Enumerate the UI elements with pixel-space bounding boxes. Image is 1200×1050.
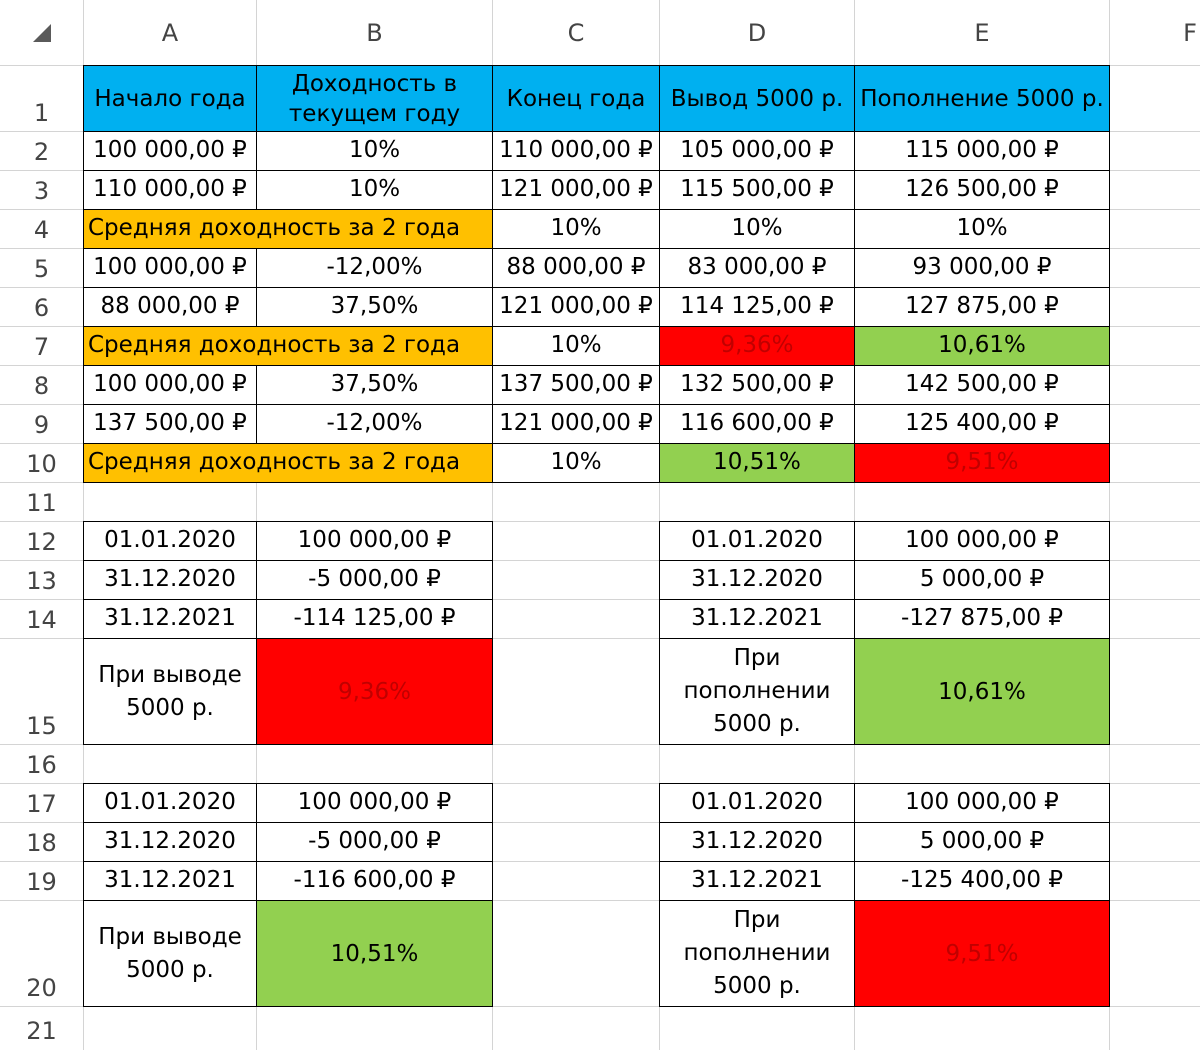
row-header-19[interactable]: 19: [0, 862, 83, 900]
cell-e20[interactable]: 9,51%: [854, 900, 1110, 1007]
cell-d17[interactable]: 01.01.2020: [659, 783, 855, 823]
cell-b14[interactable]: -114 125,00 ₽: [256, 599, 493, 639]
cell-a1[interactable]: Начало года: [83, 65, 257, 132]
cell-d2[interactable]: 105 000,00 ₽: [659, 131, 855, 171]
cell-a10[interactable]: Средняя доходность за 2 года: [83, 443, 493, 483]
row-header-12[interactable]: 12: [0, 522, 83, 560]
row-header-17[interactable]: 17: [0, 784, 83, 822]
cell-b12[interactable]: 100 000,00 ₽: [256, 521, 493, 561]
row-header-7[interactable]: 7: [0, 327, 83, 365]
cell-c10[interactable]: 10%: [492, 443, 660, 483]
column-header-d[interactable]: D: [660, 0, 854, 65]
cell-d20[interactable]: При пополнении 5000 р.: [659, 900, 855, 1007]
cell-d5[interactable]: 83 000,00 ₽: [659, 248, 855, 288]
cell-c3[interactable]: 121 000,00 ₽: [492, 170, 660, 210]
column-header-a[interactable]: A: [84, 0, 256, 65]
cell-b6[interactable]: 37,50%: [256, 287, 493, 327]
cell-b18[interactable]: -5 000,00 ₽: [256, 822, 493, 862]
cell-a18[interactable]: 31.12.2020: [83, 822, 257, 862]
cell-e14[interactable]: -127 875,00 ₽: [854, 599, 1110, 639]
cell-e13[interactable]: 5 000,00 ₽: [854, 560, 1110, 600]
row-header-9[interactable]: 9: [0, 405, 83, 443]
cell-a14[interactable]: 31.12.2021: [83, 599, 257, 639]
column-header-f[interactable]: F: [1170, 0, 1200, 65]
cell-d14[interactable]: 31.12.2021: [659, 599, 855, 639]
cell-e3[interactable]: 126 500,00 ₽: [854, 170, 1110, 210]
cell-c8[interactable]: 137 500,00 ₽: [492, 365, 660, 405]
cell-e8[interactable]: 142 500,00 ₽: [854, 365, 1110, 405]
cell-e15[interactable]: 10,61%: [854, 638, 1110, 745]
cell-a12[interactable]: 01.01.2020: [83, 521, 257, 561]
cell-e17[interactable]: 100 000,00 ₽: [854, 783, 1110, 823]
cell-d10[interactable]: 10,51%: [659, 443, 855, 483]
cell-d6[interactable]: 114 125,00 ₽: [659, 287, 855, 327]
cell-a3[interactable]: 110 000,00 ₽: [83, 170, 257, 210]
cell-c6[interactable]: 121 000,00 ₽: [492, 287, 660, 327]
cell-e6[interactable]: 127 875,00 ₽: [854, 287, 1110, 327]
cell-d8[interactable]: 132 500,00 ₽: [659, 365, 855, 405]
cell-e4[interactable]: 10%: [854, 209, 1110, 249]
cell-e18[interactable]: 5 000,00 ₽: [854, 822, 1110, 862]
cell-d18[interactable]: 31.12.2020: [659, 822, 855, 862]
cell-e9[interactable]: 125 400,00 ₽: [854, 404, 1110, 444]
row-header-15[interactable]: 15: [0, 639, 83, 744]
cell-c1[interactable]: Конец года: [492, 65, 660, 132]
cell-a9[interactable]: 137 500,00 ₽: [83, 404, 257, 444]
row-header-13[interactable]: 13: [0, 561, 83, 599]
cell-d19[interactable]: 31.12.2021: [659, 861, 855, 901]
cell-d7[interactable]: 9,36%: [659, 326, 855, 366]
cell-b5[interactable]: -12,00%: [256, 248, 493, 288]
row-header-21[interactable]: 21: [0, 1007, 83, 1049]
cell-a17[interactable]: 01.01.2020: [83, 783, 257, 823]
cell-b20[interactable]: 10,51%: [256, 900, 493, 1007]
row-header-5[interactable]: 5: [0, 249, 83, 287]
cell-d13[interactable]: 31.12.2020: [659, 560, 855, 600]
cell-e7[interactable]: 10,61%: [854, 326, 1110, 366]
cell-a19[interactable]: 31.12.2021: [83, 861, 257, 901]
cell-a5[interactable]: 100 000,00 ₽: [83, 248, 257, 288]
cell-a4[interactable]: Средняя доходность за 2 года: [83, 209, 493, 249]
row-header-14[interactable]: 14: [0, 600, 83, 638]
column-header-b[interactable]: B: [257, 0, 492, 65]
row-header-4[interactable]: 4: [0, 210, 83, 248]
cell-b17[interactable]: 100 000,00 ₽: [256, 783, 493, 823]
cell-a15[interactable]: При выводе 5000 р.: [83, 638, 257, 745]
cell-c5[interactable]: 88 000,00 ₽: [492, 248, 660, 288]
cell-b8[interactable]: 37,50%: [256, 365, 493, 405]
cell-a13[interactable]: 31.12.2020: [83, 560, 257, 600]
cell-d4[interactable]: 10%: [659, 209, 855, 249]
cell-a7[interactable]: Средняя доходность за 2 года: [83, 326, 493, 366]
select-all-button[interactable]: [0, 0, 84, 66]
cell-d12[interactable]: 01.01.2020: [659, 521, 855, 561]
cell-e10[interactable]: 9,51%: [854, 443, 1110, 483]
cell-b3[interactable]: 10%: [256, 170, 493, 210]
row-header-16[interactable]: 16: [0, 745, 83, 783]
column-header-e[interactable]: E: [855, 0, 1109, 65]
row-header-10[interactable]: 10: [0, 444, 83, 482]
cell-e1[interactable]: Пополнение 5000 р.: [854, 65, 1110, 132]
cell-e5[interactable]: 93 000,00 ₽: [854, 248, 1110, 288]
column-header-c[interactable]: C: [493, 0, 659, 65]
cell-a20[interactable]: При выводе 5000 р.: [83, 900, 257, 1007]
cell-e12[interactable]: 100 000,00 ₽: [854, 521, 1110, 561]
cell-c7[interactable]: 10%: [492, 326, 660, 366]
row-header-1[interactable]: 1: [0, 66, 83, 131]
cell-e19[interactable]: -125 400,00 ₽: [854, 861, 1110, 901]
cell-d3[interactable]: 115 500,00 ₽: [659, 170, 855, 210]
row-header-3[interactable]: 3: [0, 171, 83, 209]
cell-d9[interactable]: 116 600,00 ₽: [659, 404, 855, 444]
cell-c9[interactable]: 121 000,00 ₽: [492, 404, 660, 444]
cell-a6[interactable]: 88 000,00 ₽: [83, 287, 257, 327]
cell-b2[interactable]: 10%: [256, 131, 493, 171]
cell-c4[interactable]: 10%: [492, 209, 660, 249]
cell-b9[interactable]: -12,00%: [256, 404, 493, 444]
cell-e2[interactable]: 115 000,00 ₽: [854, 131, 1110, 171]
cell-d15[interactable]: При пополнении 5000 р.: [659, 638, 855, 745]
row-header-11[interactable]: 11: [0, 483, 83, 521]
row-header-8[interactable]: 8: [0, 366, 83, 404]
cell-a2[interactable]: 100 000,00 ₽: [83, 131, 257, 171]
row-header-6[interactable]: 6: [0, 288, 83, 326]
cell-c2[interactable]: 110 000,00 ₽: [492, 131, 660, 171]
cell-d1[interactable]: Вывод 5000 р.: [659, 65, 855, 132]
cell-a8[interactable]: 100 000,00 ₽: [83, 365, 257, 405]
cell-b15[interactable]: 9,36%: [256, 638, 493, 745]
select-all-triangle-icon: [31, 22, 53, 44]
cell-b13[interactable]: -5 000,00 ₽: [256, 560, 493, 600]
row-header-20[interactable]: 20: [0, 901, 83, 1006]
cell-b19[interactable]: -116 600,00 ₽: [256, 861, 493, 901]
row-header-18[interactable]: 18: [0, 823, 83, 861]
row-header-2[interactable]: 2: [0, 132, 83, 170]
cell-b1[interactable]: Доходность в текущем году: [256, 65, 493, 132]
